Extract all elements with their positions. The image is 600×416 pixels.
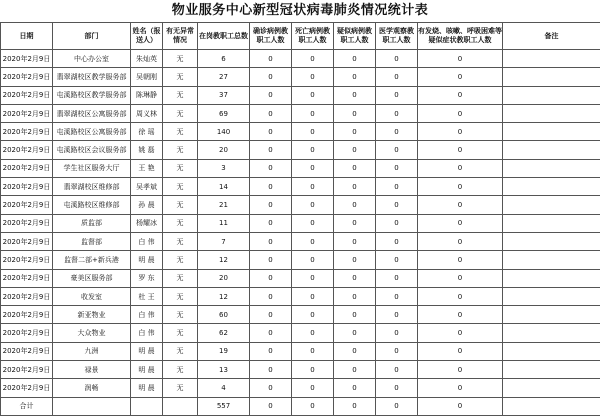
cell-staff-total[interactable]: 21 [198,196,250,214]
cell-date[interactable]: 2020年2月9日 [1,104,53,122]
cell-suspected[interactable]: 0 [334,214,376,232]
cell-symptoms[interactable]: 0 [418,287,503,305]
page-title: 物业服务中心新型冠状病毒肺炎情况统计表 [0,0,600,22]
cell-abnormal[interactable]: 无 [163,232,198,250]
statistics-table [0,22,600,416]
table-row [1,141,600,159]
cell-observation[interactable]: 0 [376,361,418,379]
total-value[interactable]: 0 [250,397,292,415]
cell-department[interactable]: 质监部 [53,214,131,232]
cell-deaths[interactable]: 0 [292,178,334,196]
cell-remarks[interactable] [503,141,600,159]
cell-deaths[interactable]: 0 [292,68,334,86]
cell-reporter[interactable]: 姚 磊 [131,141,163,159]
cell-remarks[interactable] [503,269,600,287]
cell-suspected[interactable]: 0 [334,361,376,379]
cell-staff-total[interactable]: 14 [198,178,250,196]
cell-deaths[interactable]: 0 [292,379,334,397]
cell-department[interactable]: 润畅 [53,379,131,397]
cell-reporter[interactable]: 朱灿英 [131,50,163,68]
cell-abnormal[interactable]: 无 [163,50,198,68]
cell-date[interactable]: 2020年2月9日 [1,68,53,86]
header-row [1,23,600,50]
header-abnormal[interactable]: 有无异常情况 [163,23,198,50]
cell-remarks[interactable] [503,159,600,177]
cell-staff-total[interactable]: 19 [198,342,250,360]
cell-reporter[interactable]: 明 晨 [131,251,163,269]
cell-staff-total[interactable]: 4 [198,379,250,397]
cell-confirmed[interactable]: 0 [250,232,292,250]
cell-symptoms[interactable]: 0 [418,342,503,360]
cell-confirmed[interactable]: 0 [250,159,292,177]
cell-observation[interactable]: 0 [376,251,418,269]
cell-confirmed[interactable]: 0 [250,178,292,196]
table-row [1,342,600,360]
cell-date[interactable]: 2020年2月9日 [1,50,53,68]
cell-date[interactable]: 2020年2月9日 [1,324,53,342]
cell-observation[interactable]: 0 [376,379,418,397]
table-row [1,306,600,324]
cell-reporter[interactable]: 孙 晨 [131,196,163,214]
header-symptoms[interactable]: 有发烧、咳嗽、呼吸困难等疑似症状教职工人数 [418,23,503,50]
cell-reporter[interactable]: 吴孝斌 [131,178,163,196]
cell-abnormal[interactable]: 无 [163,159,198,177]
cell-deaths[interactable]: 0 [292,342,334,360]
cell-department[interactable]: 翡翠湖校区维修部 [53,178,131,196]
header-date[interactable]: 日期 [1,23,53,50]
cell-abnormal[interactable]: 无 [163,214,198,232]
cell-deaths[interactable]: 0 [292,306,334,324]
cell-observation[interactable]: 0 [376,214,418,232]
cell-department[interactable]: 屯溪路校区公寓服务部 [53,123,131,141]
cell-remarks[interactable] [503,251,600,269]
table-row [1,50,600,68]
cell-confirmed[interactable]: 0 [250,306,292,324]
total-value[interactable]: 0 [376,397,418,415]
cell-remarks[interactable] [503,50,600,68]
cell-abnormal[interactable]: 无 [163,324,198,342]
header-deaths[interactable]: 死亡病例教职工人数 [292,23,334,50]
cell-abnormal[interactable]: 无 [163,123,198,141]
cell-observation[interactable]: 0 [376,123,418,141]
cell-reporter[interactable]: 白 伟 [131,324,163,342]
cell-deaths[interactable]: 0 [292,86,334,104]
cell-remarks[interactable] [503,306,600,324]
cell-date[interactable]: 2020年2月9日 [1,86,53,104]
cell-date[interactable]: 2020年2月9日 [1,306,53,324]
cell-observation[interactable]: 0 [376,104,418,122]
cell-staff-total[interactable]: 6 [198,50,250,68]
cell-confirmed[interactable]: 0 [250,123,292,141]
table-row [1,86,600,104]
cell-confirmed[interactable]: 0 [250,196,292,214]
cell-suspected[interactable]: 0 [334,196,376,214]
cell-department[interactable]: 中心办公室 [53,50,131,68]
header-confirmed[interactable]: 确诊病例教职工人数 [250,23,292,50]
cell-observation[interactable]: 0 [376,269,418,287]
cell-reporter[interactable]: 明 晨 [131,361,163,379]
table-row [1,123,600,141]
total-value[interactable]: 0 [292,397,334,415]
cell-abnormal[interactable]: 无 [163,251,198,269]
cell-confirmed[interactable]: 0 [250,141,292,159]
cell-symptoms[interactable]: 0 [418,178,503,196]
header-staff-total[interactable]: 在岗教职工总数 [198,23,250,50]
cell-abnormal[interactable]: 无 [163,342,198,360]
cell-department[interactable]: 九洲 [53,342,131,360]
cell-observation[interactable]: 0 [376,196,418,214]
cell-suspected[interactable]: 0 [334,178,376,196]
cell-confirmed[interactable]: 0 [250,68,292,86]
cell-suspected[interactable]: 0 [334,123,376,141]
cell-confirmed[interactable]: 0 [250,50,292,68]
cell-staff-total[interactable]: 69 [198,104,250,122]
cell-date[interactable]: 2020年2月9日 [1,141,53,159]
cell-suspected[interactable]: 0 [334,251,376,269]
cell-abnormal[interactable]: 无 [163,379,198,397]
cell-remarks[interactable] [503,86,600,104]
cell-date[interactable]: 2020年2月9日 [1,178,53,196]
cell-observation[interactable]: 0 [376,178,418,196]
cell-abnormal[interactable]: 无 [163,306,198,324]
cell-department[interactable]: 新亚物业 [53,306,131,324]
table-row [1,68,600,86]
cell-deaths[interactable]: 0 [292,50,334,68]
cell-staff-total[interactable]: 20 [198,141,250,159]
cell-suspected[interactable]: 0 [334,50,376,68]
table-row [1,196,600,214]
cell-symptoms[interactable]: 0 [418,269,503,287]
cell-abnormal[interactable]: 无 [163,196,198,214]
cell-deaths[interactable]: 0 [292,159,334,177]
cell-date[interactable]: 2020年2月9日 [1,342,53,360]
header-reporter[interactable]: 姓名（报送人） [131,23,163,50]
cell-suspected[interactable]: 0 [334,324,376,342]
header-suspected[interactable]: 疑似病例教职工人数 [334,23,376,50]
cell-deaths[interactable]: 0 [292,251,334,269]
header-observation[interactable]: 医学观察教职工人数 [376,23,418,50]
cell-abnormal[interactable]: 无 [163,141,198,159]
cell-department[interactable]: 学生社区服务大厅 [53,159,131,177]
cell-date[interactable]: 2020年2月9日 [1,361,53,379]
cell-reporter[interactable]: 明 晨 [131,379,163,397]
cell-deaths[interactable]: 0 [292,324,334,342]
cell-confirmed[interactable]: 0 [250,342,292,360]
cell-confirmed[interactable]: 0 [250,86,292,104]
cell-staff-total[interactable]: 11 [198,214,250,232]
cell-remarks[interactable] [503,123,600,141]
cell-department[interactable]: 大众物业 [53,324,131,342]
cell-department[interactable]: 收发室 [53,287,131,305]
cell-date[interactable]: 2020年2月9日 [1,287,53,305]
cell-symptoms[interactable]: 0 [418,159,503,177]
cell-observation[interactable]: 0 [376,159,418,177]
cell-reporter[interactable]: 白 伟 [131,232,163,250]
cell-date[interactable]: 2020年2月9日 [1,269,53,287]
cell-suspected[interactable]: 0 [334,104,376,122]
cell-remarks[interactable] [503,104,600,122]
cell-staff-total[interactable]: 12 [198,251,250,269]
cell-reporter[interactable]: 王 艳 [131,159,163,177]
cell-observation[interactable]: 0 [376,306,418,324]
cell-date[interactable]: 2020年2月9日 [1,159,53,177]
cell-symptoms[interactable]: 0 [418,214,503,232]
cell-department[interactable]: 禄景 [53,361,131,379]
table-row [1,287,600,305]
cell-observation[interactable]: 0 [376,68,418,86]
cell-staff-total[interactable]: 60 [198,306,250,324]
cell-suspected[interactable]: 0 [334,232,376,250]
cell-abnormal[interactable]: 无 [163,104,198,122]
cell-observation[interactable]: 0 [376,324,418,342]
cell-abnormal[interactable]: 无 [163,68,198,86]
cell-staff-total[interactable]: 12 [198,287,250,305]
cell-abnormal[interactable]: 无 [163,86,198,104]
cell-department[interactable]: 屯溪路校区教学服务部 [53,86,131,104]
cell-symptoms[interactable]: 0 [418,141,503,159]
cell-symptoms[interactable]: 0 [418,361,503,379]
cell-observation[interactable]: 0 [376,86,418,104]
cell-deaths[interactable]: 0 [292,141,334,159]
cell-observation[interactable]: 0 [376,141,418,159]
cell-staff-total[interactable]: 3 [198,159,250,177]
cell-staff-total[interactable]: 20 [198,269,250,287]
cell-suspected[interactable]: 0 [334,86,376,104]
table-row [1,232,600,250]
cell-remarks[interactable] [503,342,600,360]
cell-remarks[interactable] [503,196,600,214]
cell-suspected[interactable]: 0 [334,287,376,305]
cell-symptoms[interactable]: 0 [418,196,503,214]
cell-observation[interactable]: 0 [376,287,418,305]
cell-suspected[interactable]: 0 [334,342,376,360]
cell-remarks[interactable] [503,379,600,397]
cell-date[interactable]: 2020年2月9日 [1,123,53,141]
cell-abnormal[interactable]: 无 [163,361,198,379]
cell-deaths[interactable]: 0 [292,287,334,305]
cell-department[interactable]: 翡翠湖校区公寓服务部 [53,104,131,122]
cell-suspected[interactable]: 0 [334,68,376,86]
cell-remarks[interactable] [503,178,600,196]
cell-deaths[interactable]: 0 [292,123,334,141]
cell-reporter[interactable]: 明 晨 [131,342,163,360]
table-row [1,269,600,287]
cell-date[interactable]: 2020年2月9日 [1,232,53,250]
cell-reporter[interactable]: 白 伟 [131,306,163,324]
cell-reporter[interactable]: 杜 王 [131,287,163,305]
cell-symptoms[interactable]: 0 [418,68,503,86]
cell-confirmed[interactable]: 0 [250,269,292,287]
cell-deaths[interactable]: 0 [292,214,334,232]
cell-reporter[interactable]: 陈琳静 [131,86,163,104]
total-value[interactable]: 0 [418,397,503,415]
cell-symptoms[interactable]: 0 [418,306,503,324]
cell-staff-total[interactable]: 140 [198,123,250,141]
cell-observation[interactable]: 0 [376,232,418,250]
cell-abnormal[interactable]: 无 [163,287,198,305]
cell-staff-total[interactable]: 37 [198,86,250,104]
cell-date[interactable]: 2020年2月9日 [1,379,53,397]
cell-reporter[interactable]: 吴朝刚 [131,68,163,86]
cell-date[interactable]: 2020年2月9日 [1,214,53,232]
cell-confirmed[interactable]: 0 [250,104,292,122]
cell-confirmed[interactable]: 0 [250,251,292,269]
cell-remarks[interactable] [503,214,600,232]
cell-remarks[interactable] [503,361,600,379]
cell-reporter[interactable]: 罗 东 [131,269,163,287]
table-row [1,214,600,232]
cell-abnormal[interactable]: 无 [163,269,198,287]
table-row [1,104,600,122]
cell-confirmed[interactable]: 0 [250,324,292,342]
cell-symptoms[interactable]: 0 [418,50,503,68]
table-row [1,159,600,177]
header-remarks[interactable]: 备注 [503,23,600,50]
cell-confirmed[interactable]: 0 [250,214,292,232]
total-staff[interactable]: 557 [198,397,250,415]
cell-staff-total[interactable]: 27 [198,68,250,86]
cell-symptoms[interactable]: 0 [418,379,503,397]
cell-department[interactable]: 屯溪路校区会议服务部 [53,141,131,159]
cell-deaths[interactable]: 0 [292,104,334,122]
table-body [1,50,600,416]
cell-staff-total[interactable]: 62 [198,324,250,342]
cell-date[interactable]: 2020年2月9日 [1,251,53,269]
cell-staff-total[interactable]: 13 [198,361,250,379]
cell-suspected[interactable]: 0 [334,269,376,287]
cell-remarks[interactable] [503,232,600,250]
cell-suspected[interactable]: 0 [334,306,376,324]
cell-department[interactable]: 监督部 [53,232,131,250]
header-department[interactable]: 部门 [53,23,131,50]
table-row [1,361,600,379]
cell-reporter[interactable]: 杨耀冰 [131,214,163,232]
cell-remarks[interactable] [503,287,600,305]
cell-suspected[interactable]: 0 [334,159,376,177]
cell-symptoms[interactable]: 0 [418,123,503,141]
cell-deaths[interactable]: 0 [292,269,334,287]
table-row [1,251,600,269]
cell-date[interactable]: 2020年2月9日 [1,196,53,214]
cell-suspected[interactable]: 0 [334,141,376,159]
cell-deaths[interactable]: 0 [292,232,334,250]
cell-confirmed[interactable]: 0 [250,287,292,305]
cell-confirmed[interactable]: 0 [250,379,292,397]
cell-remarks[interactable] [503,68,600,86]
cell-department[interactable]: 监督二部+新兵港 [53,251,131,269]
cell-deaths[interactable]: 0 [292,361,334,379]
cell-symptoms[interactable]: 0 [418,86,503,104]
total-value[interactable]: 0 [334,397,376,415]
cell-suspected[interactable]: 0 [334,379,376,397]
cell-department[interactable]: 翡翠湖校区教学服务部 [53,68,131,86]
cell-observation[interactable]: 0 [376,342,418,360]
cell-abnormal[interactable]: 无 [163,178,198,196]
cell-staff-total[interactable]: 7 [198,232,250,250]
cell-symptoms[interactable]: 0 [418,104,503,122]
cell-confirmed[interactable]: 0 [250,361,292,379]
cell-symptoms[interactable]: 0 [418,232,503,250]
table-row [1,178,600,196]
cell-reporter[interactable]: 周义林 [131,104,163,122]
cell-symptoms[interactable]: 0 [418,324,503,342]
total-label[interactable]: 合计 [1,397,53,415]
table-row [1,379,600,397]
table-row [1,324,600,342]
cell-department[interactable]: 屯溪路校区维修部 [53,196,131,214]
cell-department[interactable]: 豪美区服务部 [53,269,131,287]
cell-deaths[interactable]: 0 [292,196,334,214]
cell-symptoms[interactable]: 0 [418,251,503,269]
cell-reporter[interactable]: 徐 瑶 [131,123,163,141]
cell-observation[interactable]: 0 [376,50,418,68]
cell-remarks[interactable] [503,324,600,342]
